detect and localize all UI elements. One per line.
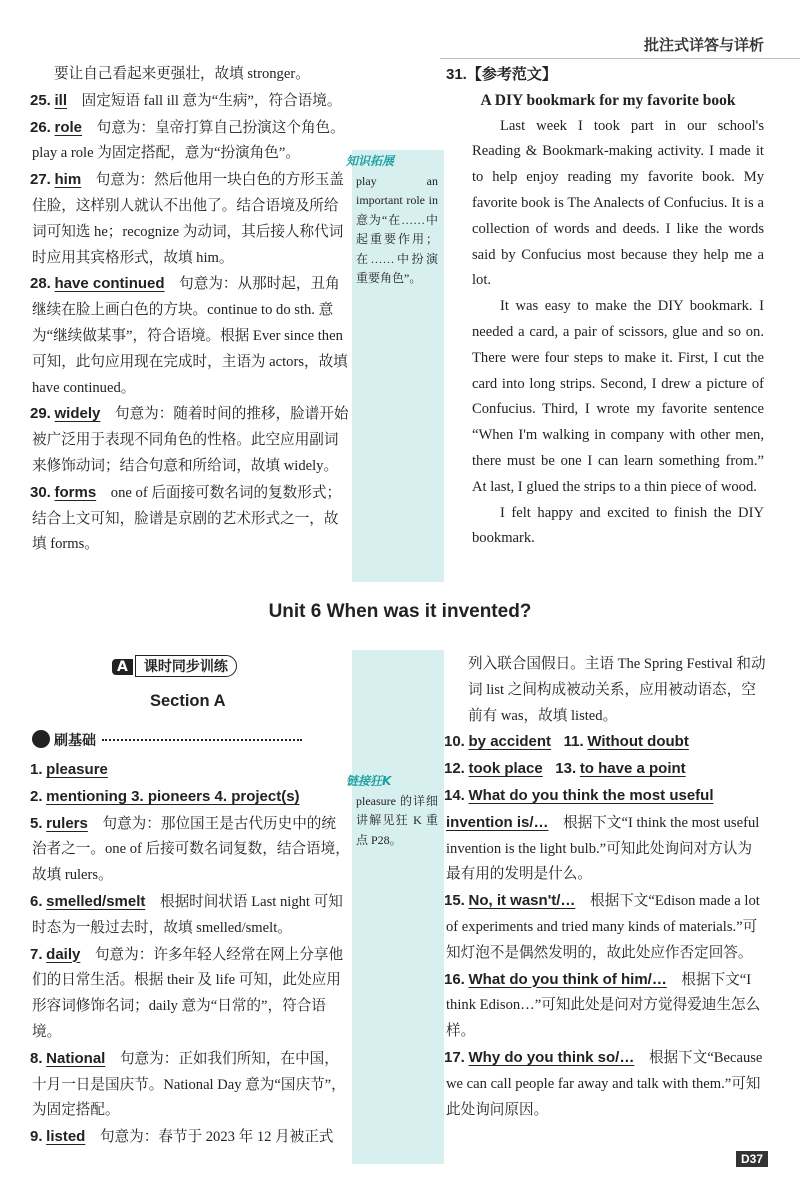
essay-paragraph: I felt happy and excited to finish the DIY bookmark. (472, 504, 764, 547)
side-note-knowledge (346, 152, 438, 289)
item-explanation: 句意为：然后他用一块白色的方形玉盖住脸，这样别人就认不出他了。结合语境及所给词可知选 he；recognize 为动词，其后接人称代词时应用其宾格形式，故填 him。 (32, 172, 344, 266)
dotted-rule (102, 739, 302, 741)
basic-label: 刷基础 (54, 733, 96, 749)
item-explanation: 根据下文“I think Edison…”可知此处是问对方觉得爱迪生怎么样。 (446, 971, 761, 1040)
answer-item (446, 888, 766, 966)
item-number: 25. (30, 91, 51, 109)
item-number: 6. (30, 892, 43, 910)
item-explanation: 句意为：春节于 2023 年 12 月被正式 (99, 1129, 334, 1146)
item-explanation: 要让自己看起来更强壮，故填 stronger。 (54, 66, 310, 82)
header-title: 批注式详答与详析 (643, 36, 764, 54)
side-note-text: pleasure 的详细讲解见狂 K 重点 P28。 (356, 793, 438, 847)
item-answer: to have a point (579, 760, 686, 778)
side-note-link (346, 772, 438, 850)
item-answer: him (54, 171, 82, 189)
item-number: 28. (30, 275, 51, 293)
answer-item (32, 480, 350, 558)
item-answer: pleasure (46, 761, 108, 778)
item-number: 26. (30, 118, 51, 136)
answer-item (32, 62, 350, 88)
item-number: 12. (444, 760, 465, 778)
answer-item (446, 783, 766, 888)
unit-title: Unit 6 When was it invented? (268, 601, 532, 622)
answer-item (32, 889, 350, 942)
header-rule (440, 58, 800, 59)
item-answer: role (54, 118, 83, 136)
item-explanation: 句意为：皇帝打算自己扮演这个角色。play a role 为固定搭配，意为“扮演角色”。 (32, 119, 345, 162)
item-number: 10. (444, 733, 465, 751)
item-explanation: 句意为：许多年轻人经常在网上分享他们的日常生活。根据 their 及 life 可知，此处应用形容词修饰名词；daily 意为“日常的”，符合语境。 (32, 946, 344, 1040)
item-number: 16. (444, 970, 465, 988)
item-number: 27. (30, 171, 51, 189)
item-answer: Why do you think so/… (468, 1048, 635, 1066)
answer-item (32, 784, 350, 811)
item-number: 7. (30, 945, 43, 963)
brush-icon (32, 730, 50, 748)
item-answer: What do you think the most useful invention is/… (446, 786, 714, 831)
item-answer: widely (54, 405, 101, 423)
item-explanation: 列入联合国假日。主语 The Spring Festival 和动词 list 之间构成被动关系，应用被动语态，空前有 was，故填 listed。 (468, 656, 766, 724)
answer-item (446, 756, 766, 783)
item-explanation: 句意为：正如我们所知，在中国，十月一日是国庆节。National Day 意为“国庆节”，为固定搭配。 (32, 1050, 346, 1119)
bottom-left-answers (32, 757, 350, 1151)
item-answer: have continued (54, 275, 165, 293)
item-answer: ill (54, 91, 68, 109)
item-number: 29. (30, 405, 51, 423)
item-explanation: 句意为：从那时起，丑角继续在脸上画白色的方块。continue to do sth. 意为“继续做某事”，符合语境。根据 Ever since then 可知，此句应用现在完成时，主语为 actors，故填 have continued。 (32, 276, 348, 396)
item-answer: listed (46, 1128, 86, 1146)
bottom-right-answers (446, 652, 766, 1123)
item-explanation: 根据下文“Edison made a lot of experiments and tried many kinds of materials.”可知灯泡不是偶然发明的，故此处应作否定回答。 (446, 893, 760, 961)
item-explanation: 句意为：随着时间的推移，脸谱开始被广泛用于表现不同角色的性格。此空应用副词来修饰动词；结合句意和所给词，故填 widely。 (32, 406, 349, 474)
essay-paragraph: It was easy to make the DIY bookmark. I needed a card, a pair of scissors, glue and so on. There were four steps to make it. First, I cut the card into long strips. Second, I drew a picture of Confucius. Third, I wrote my favorite sentence “When I'm walking in company with other men, there must be one I can learn something from.” At last, I glued the strips to a thin piece of wood. (472, 298, 764, 495)
item-number: 9. (30, 1128, 43, 1146)
item-answer: by accident (468, 733, 552, 751)
answer-item (32, 1046, 350, 1124)
item-explanation: 固定短语 fall ill 意为“生病”，符合语境。 (81, 92, 342, 109)
side-note-text: play an important role in 意为“在……中起重要作用；在……中扮演重要角色”。 (356, 173, 438, 285)
answer-item (32, 88, 350, 115)
item-number: 11. (563, 733, 584, 751)
answer-item (32, 167, 350, 271)
item-answer: forms (54, 483, 97, 501)
essay-heading: 31.【参考范文】 (446, 66, 557, 83)
top-left-answers (32, 62, 350, 558)
item-number: 14. (444, 786, 465, 804)
item-explanation: 根据下文“Because we can call people far away and talk with them.”可知此处询问原因。 (446, 1049, 763, 1118)
essay-title: A DIY bookmark for my favorite book (480, 91, 736, 109)
basic-practice-heading (32, 730, 302, 750)
item-answer: smelled/smelt (46, 892, 146, 910)
side-note-title: 链接狂K (346, 774, 392, 788)
item-number: 30. (30, 483, 51, 501)
item-answer: What do you think of him/… (468, 970, 667, 988)
badge-label: 课时同步训练 (135, 655, 237, 677)
answer-item (446, 729, 766, 756)
item-number: 2. (30, 787, 43, 805)
item-number: 17. (444, 1048, 465, 1066)
item-number: 13. (555, 760, 577, 778)
item-number: 1. (30, 761, 43, 778)
answer-item (32, 271, 350, 401)
item-answer: mentioning 3. pioneers 4. project(s) (46, 787, 300, 805)
lesson-badge (112, 655, 237, 677)
item-explanation: 根据下文“I think the most useful invention is the light bulb.”可知此处询问对方认为最有用的发明是什么。 (446, 814, 760, 883)
page-number: D37 (736, 1151, 768, 1167)
side-note-panel-bottom (352, 650, 444, 1164)
answer-item (32, 401, 350, 479)
item-answer: Without doubt (587, 733, 689, 751)
essay-paragraph: Last week I took part in our school's Reading & Bookmark-making activity. I made it to help enjoy reading my favorite book. My favorite book is The Analects of Confucius. It is a collection of words and deeds. I like the words said by Confucius most because they help me a lot. (472, 117, 764, 289)
answer-item (32, 811, 350, 889)
item-answer: No, it wasn't/… (468, 892, 576, 910)
answer-item (446, 967, 766, 1045)
item-answer: daily (46, 945, 81, 963)
answer-item (32, 942, 350, 1046)
answer-item (32, 115, 350, 168)
item-number: 8. (30, 1049, 43, 1067)
item-answer: National (46, 1049, 106, 1067)
answer-item (446, 1045, 766, 1123)
answer-item (32, 757, 350, 784)
item-number: 15. (444, 892, 465, 910)
item-explanation: 句意为：那位国王是古代历史中的统治者之一。one of 后接可数名词复数，结合语境，故填 rulers。 (32, 815, 350, 884)
essay (446, 62, 764, 552)
side-note-title: 知识拓展 (346, 154, 395, 168)
item-explanation: 根据时间状语 Last night 可知时态为一般过去时，故填 smelled/smelt。 (32, 893, 343, 936)
section-title: Section A (150, 692, 226, 710)
answer-item (32, 1124, 350, 1151)
answer-item (446, 652, 766, 729)
item-answer: rulers (46, 814, 88, 832)
item-answer: took place (468, 760, 543, 778)
item-explanation: one of 后面接可数名词的复数形式；结合上文可知，脸谱是京剧的艺术形式之一，故填 forms。 (32, 484, 342, 553)
item-number: 5. (30, 814, 43, 832)
badge-letter: A (112, 659, 133, 675)
